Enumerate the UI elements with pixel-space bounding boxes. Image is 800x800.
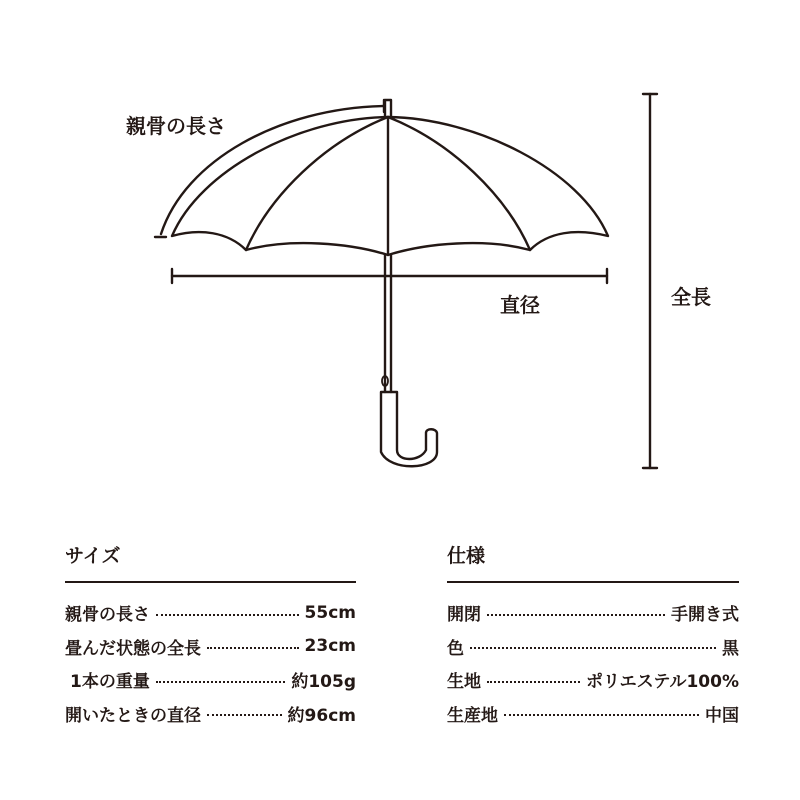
total-length-label: 全長	[671, 285, 711, 309]
spec-panel	[447, 543, 739, 730]
dotted-leader	[156, 614, 299, 616]
dotted-leader	[487, 681, 580, 683]
umbrella-canopy	[172, 117, 608, 255]
row-value: 中国	[705, 705, 739, 726]
spec-rows	[447, 596, 739, 730]
spec-row-opening	[447, 596, 739, 630]
size-rows	[65, 596, 356, 730]
row-value: 55cm	[304, 602, 356, 623]
row-label: 親骨の長さ	[65, 605, 150, 626]
rib-length-label: 親骨の長さ	[126, 114, 226, 138]
row-label: 生地	[447, 672, 481, 693]
umbrella-tip	[385, 100, 391, 117]
spec-row-fabric	[447, 663, 739, 697]
umbrella-handle	[381, 392, 437, 466]
spec-row-color	[447, 630, 739, 664]
row-label: 開いたときの直径	[65, 705, 201, 726]
dotted-leader	[207, 647, 299, 649]
row-value: ポリエステル100%	[586, 672, 739, 693]
diameter-label: 直径	[500, 293, 540, 317]
size-panel	[65, 543, 356, 730]
spec-row-origin	[447, 697, 739, 731]
row-value: 黒	[722, 638, 739, 659]
umbrella-rib-left	[246, 117, 388, 250]
row-label: 畳んだ状態の全長	[65, 638, 201, 659]
spec-panel-title: 仕様	[447, 543, 739, 583]
row-value: 手開き式	[671, 605, 739, 626]
row-value: 23cm	[304, 636, 356, 657]
row-label: 開閉	[447, 605, 481, 626]
row-value: 約96cm	[287, 705, 356, 726]
row-label: 色	[447, 638, 464, 659]
dotted-leader	[504, 714, 699, 716]
size-panel-title: サイズ	[65, 543, 356, 583]
dotted-leader	[470, 647, 716, 649]
size-row-open-diameter	[65, 697, 356, 731]
dotted-leader	[156, 681, 286, 683]
row-label: 1本の重量	[70, 672, 150, 693]
size-row-weight	[65, 663, 356, 697]
row-label: 生産地	[447, 705, 498, 726]
dotted-leader	[487, 614, 665, 616]
umbrella-rib-right	[388, 117, 530, 250]
dotted-leader	[207, 714, 282, 716]
size-row-rib-length	[65, 596, 356, 630]
row-value: 約105g	[291, 672, 356, 693]
size-row-folded-length	[65, 630, 356, 664]
